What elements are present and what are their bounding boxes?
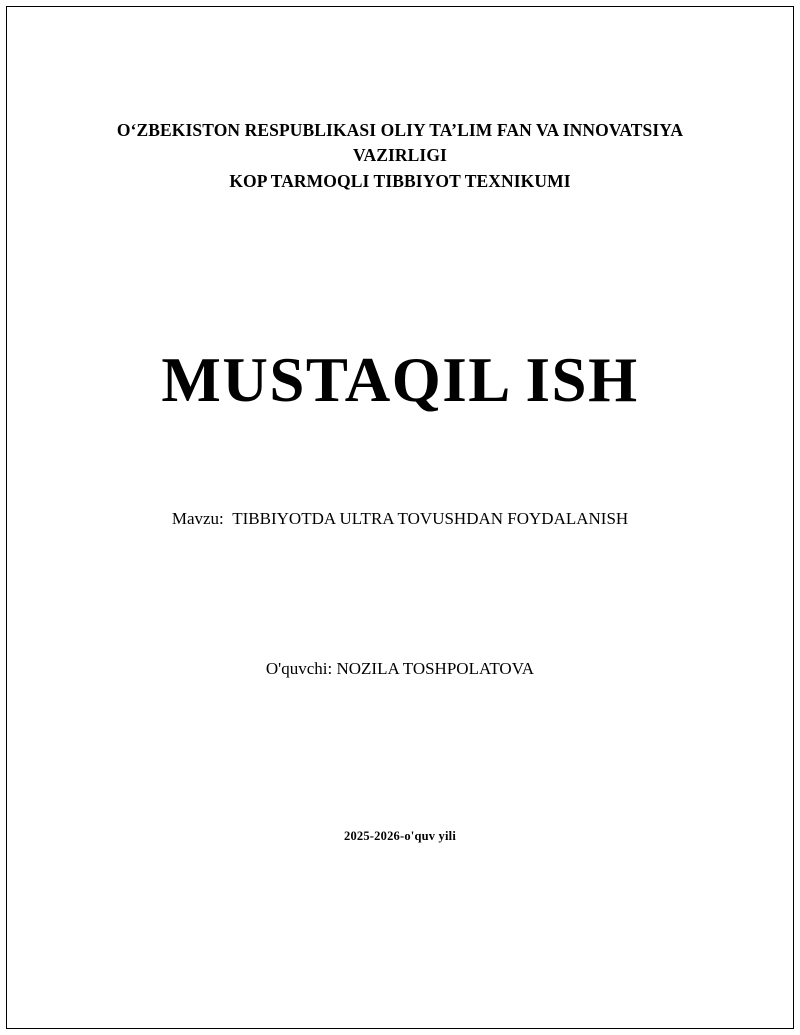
institution-header [6,118,794,194]
title-page-content [6,6,794,1029]
document-title-block [6,346,794,415]
academic-year-text: 2025-2026-o'quv yili [344,829,456,844]
subject-line [6,507,794,531]
student-full: O'quvchi: NOZILA TOSHPOLATOVA [265,659,535,679]
academic-year [6,829,794,844]
student-line [6,659,794,679]
page-title: MUSTAQIL ISH [161,345,639,416]
college-line: KOP TARMOQLI TIBBIYOT TEXNIKUMI [229,170,571,191]
subject-label: Mavzu: [171,509,224,529]
ministry-line: O‘ZBEKISTON RESPUBLIKASI OLIY TA’LIM FAN VA INNOVATSIYA VAZIRLIGI [116,120,684,166]
subject-value: TIBBIYOTDA ULTRA TOVUSHDAN FOYDALANISH [232,509,629,529]
